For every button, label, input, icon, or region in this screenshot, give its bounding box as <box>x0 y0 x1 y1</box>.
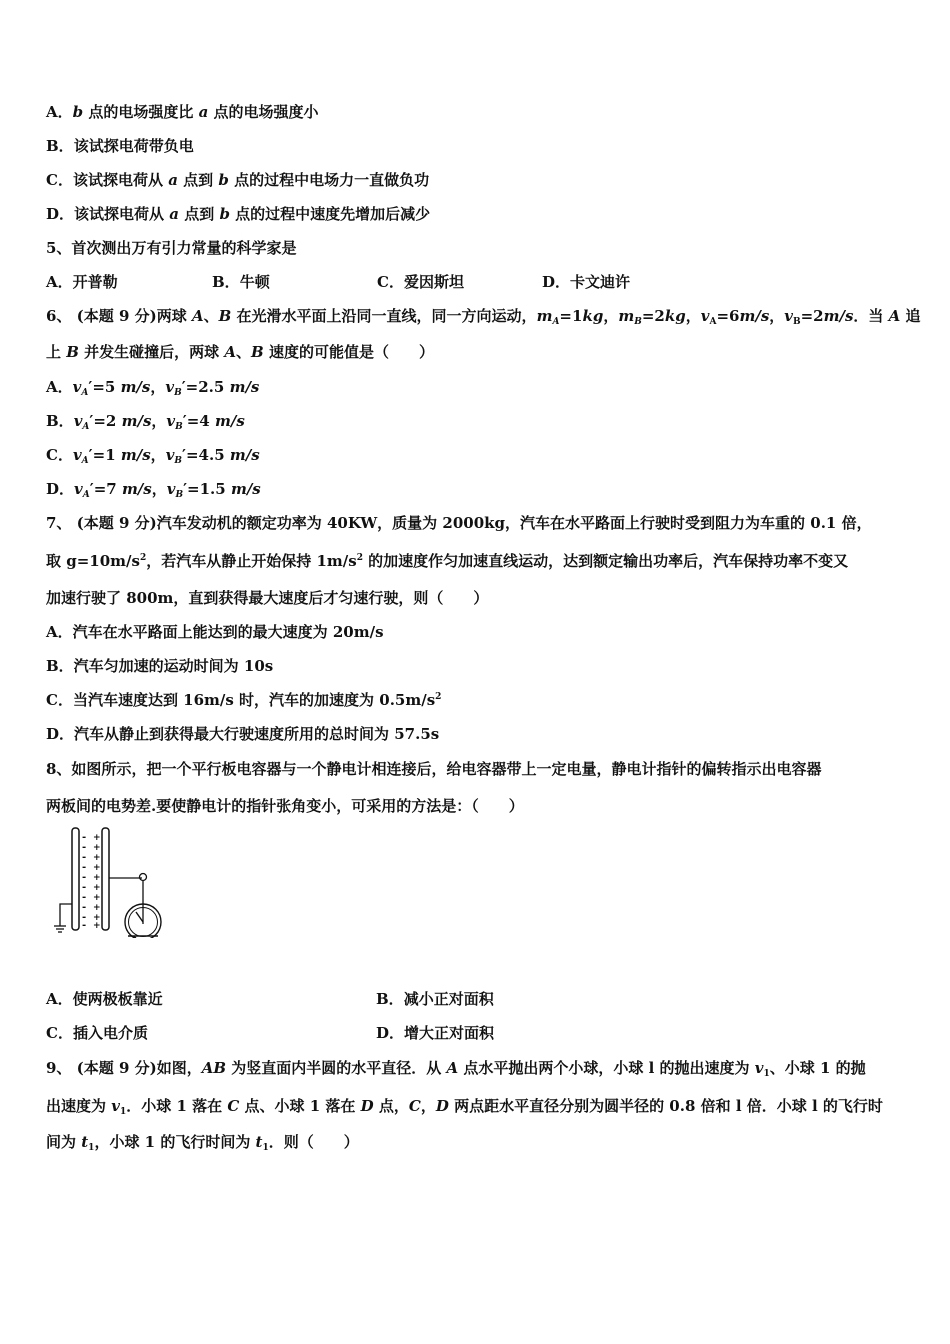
minus-sign: - <box>82 902 87 913</box>
q5-option-d: D．卡文迪许 <box>542 273 631 291</box>
plus-sign: + <box>93 903 101 913</box>
minus-sign: - <box>82 912 87 923</box>
q6-option-c: C．$v_A'=1$ m/s，$v_B'=4.5$ m/s <box>46 446 260 466</box>
q9-stem-line1: 9、 (本题 9 分)如图，AB 为竖直面内半圆的水平直径．从 A 点水平抛出两个小球，小球 l 的抛出速度为 $v_1$、小球 1 的抛 <box>46 1059 866 1079</box>
minus-sign: - <box>82 882 87 893</box>
q5-option-c: C．爱因斯坦 <box>377 273 464 291</box>
q4-option-b: B．该试探电荷带负电 <box>46 137 194 155</box>
q8-option-c: C．插入电介质 <box>46 1024 148 1042</box>
minus-sign: - <box>82 842 87 853</box>
q8-stem-line1: 8、如图所示，把一个平行板电容器与一个静电计相连接后，给电容器带上一定电量，静电计指针的偏转指示出电容器 <box>46 760 822 778</box>
left-plate <box>72 828 79 930</box>
q7-stem-line2: 取 $g=10m/s^2$，若汽车从静止开始保持 $1m/s^2$ 的加速度作匀加速直线运动，达到额定输出功率后，汽车保持功率不变又 <box>46 552 849 570</box>
q6-stem-line1: 6、 (本题 9 分)两球 A、B 在光滑水平面上沿同一直线，同一方向运动，$m_A=1kg$，$m_B=2kg$，$v_A=6m/s$，$v_B=2m/s$．当 A 追 <box>46 307 921 327</box>
q7-stem-line1: 7、 (本题 9 分)汽车发动机的额定功率为 40KW，质量为 2000kg，汽车在水平路面上行驶时受到阻力为车重的 0.1 倍， <box>46 514 872 532</box>
plus-sign: + <box>93 921 101 931</box>
q5-option-b: B．牛顿 <box>212 273 270 291</box>
plus-sign: + <box>93 853 101 863</box>
q6-option-d: D．$v_A'=7$ m/s，$v_B'=1.5$ m/s <box>46 480 261 500</box>
plus-sign: + <box>93 893 101 903</box>
q8-option-a: A．使两极板靠近 <box>46 990 163 1008</box>
positive-charges <box>93 833 101 931</box>
plus-sign: + <box>93 883 101 893</box>
q7-option-a: A．汽车在水平路面上能达到的最大速度为 20m/s <box>46 623 384 641</box>
capacitor-electrometer-figure <box>44 826 174 938</box>
q5-stem: 5、首次测出万有引力常量的科学家是 <box>46 239 297 257</box>
q9-stem-line3: 间为 $t_1$，小球 1 的飞行时间为 $t_1$．则（ ） <box>46 1133 359 1153</box>
q7-option-c: C．当汽车速度达到 16m/s 时，汽车的加速度为 $0.5m/s^2$ <box>46 691 442 709</box>
ground-wire <box>60 904 72 926</box>
plus-sign: + <box>93 873 101 883</box>
plus-sign: + <box>93 833 101 843</box>
q8-option-d: D．增大正对面积 <box>376 1024 495 1042</box>
right-plate <box>102 828 109 930</box>
q7-stem-line3: 加速行驶了 800m，直到获得最大速度后才匀速行驶，则（ ） <box>46 589 489 607</box>
minus-sign: - <box>82 862 87 873</box>
q8-option-b: B．减小正对面积 <box>376 990 494 1008</box>
q6-option-b: B．$v_A'=2$ m/s，$v_B'=4$ m/s <box>46 412 245 432</box>
minus-sign: - <box>82 832 87 843</box>
negative-charges <box>82 832 86 931</box>
q6-option-a: A．$v_A'=5$ m/s，$v_B'=2.5$ m/s <box>46 378 260 398</box>
plus-sign: + <box>93 843 101 853</box>
electrometer-needle <box>136 912 143 922</box>
minus-sign: - <box>82 872 87 883</box>
q7-option-d: D．汽车从静止到获得最大行驶速度所用的总时间为 57.5s <box>46 725 440 743</box>
plus-sign: + <box>93 913 101 923</box>
q4-option-a: A．b 点的电场强度比 a 点的电场强度小 <box>46 103 319 121</box>
q9-stem-line2: 出速度为 $v_1$．小球 1 落在 C 点、小球 1 落在 D 点，C，D 两点距水平直径分别为圆半径的 0.8 倍和 l 倍．小球 l 的飞行时 <box>46 1097 883 1117</box>
q8-stem-line2: 两板间的电势差.要使静电计的指针张角变小，可采用的方法是：（ ） <box>46 797 524 815</box>
minus-sign: - <box>82 852 87 863</box>
minus-sign: - <box>82 920 87 931</box>
q4-option-d: D．该试探电荷从 a 点到 b 点的过程中速度先增加后减少 <box>46 205 431 223</box>
minus-sign: - <box>82 892 87 903</box>
plus-sign: + <box>93 863 101 873</box>
electrometer-knob <box>140 874 147 881</box>
q5-option-a: A．开普勒 <box>46 273 118 291</box>
q6-stem-line2: 上 B 并发生碰撞后，两球 A、B 速度的可能值是（ ） <box>46 343 434 361</box>
q4-option-c: C．该试探电荷从 a 点到 b 点的过程中电场力一直做负功 <box>46 171 430 189</box>
q7-option-b: B．汽车匀加速的运动时间为 10s <box>46 657 274 675</box>
